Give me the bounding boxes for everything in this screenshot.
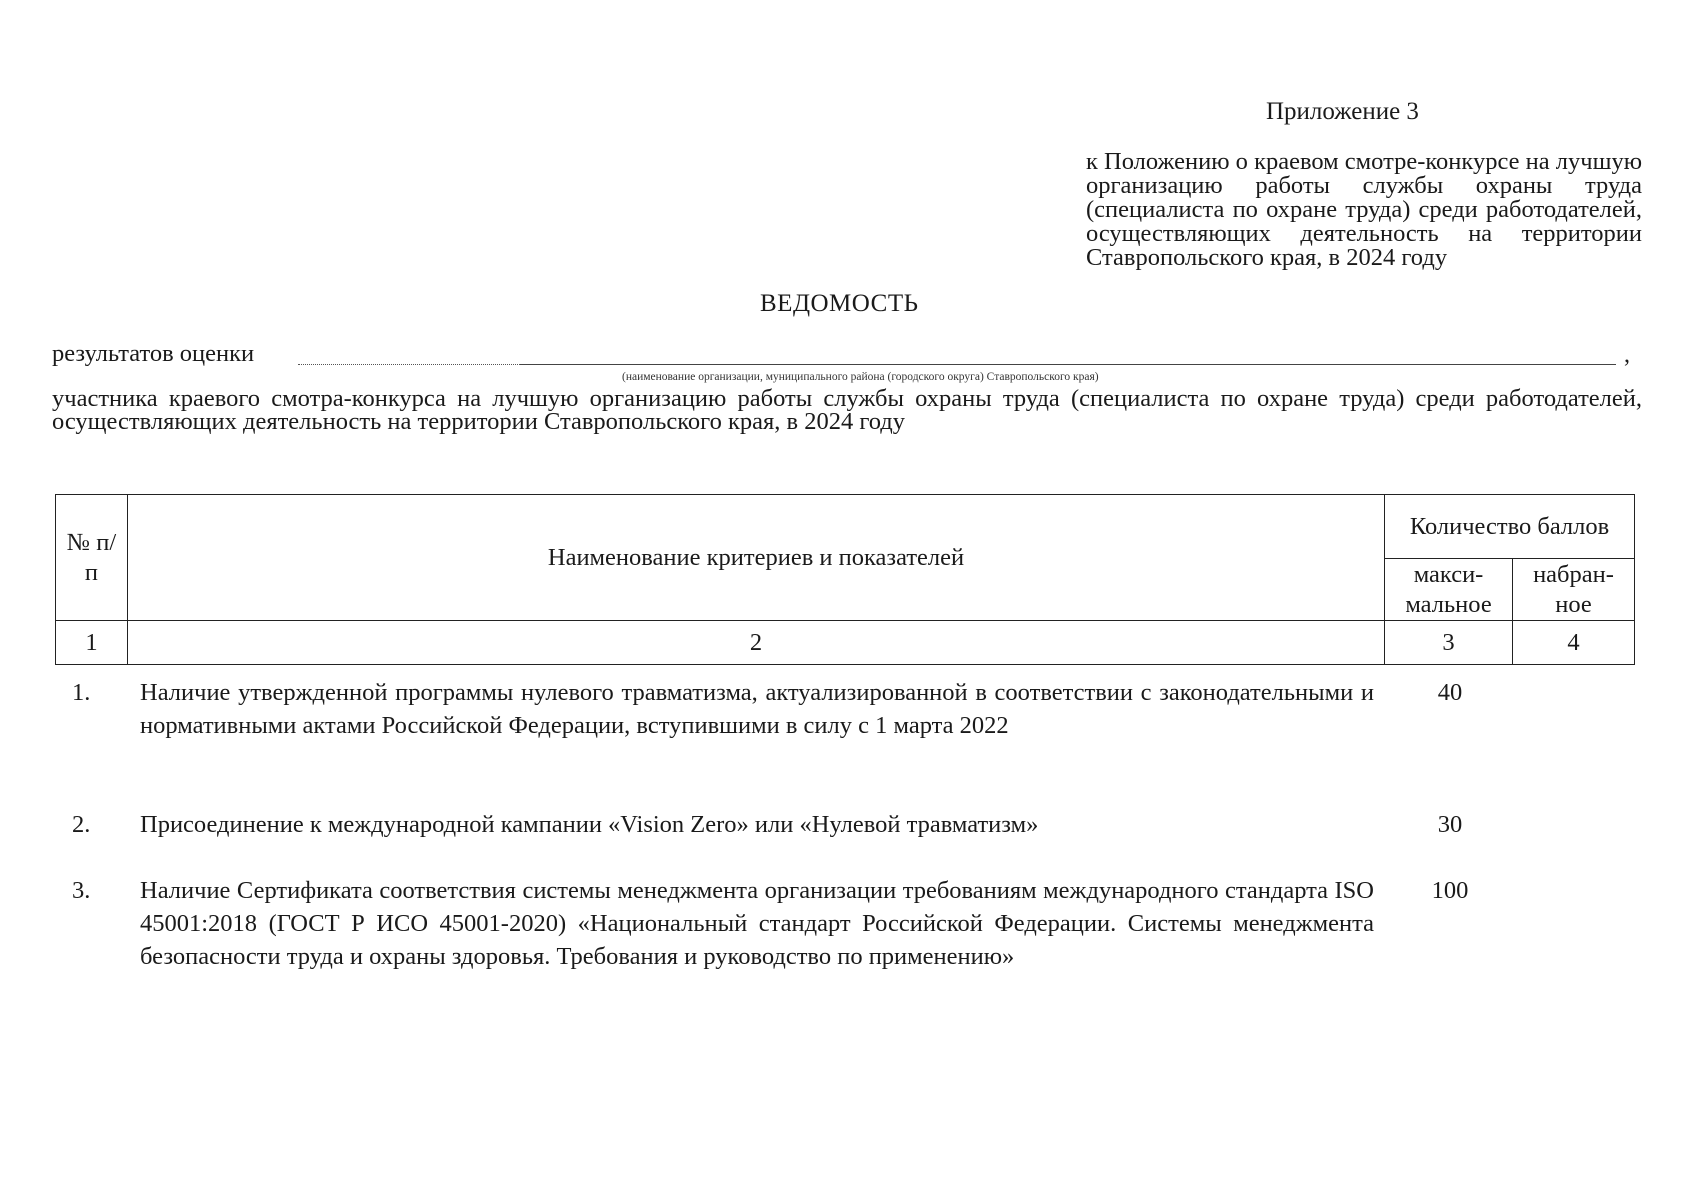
row-3-text: Наличие Сертификата соответствия системы менеджмента организации требованиям международного стандарта ISO 45001:2018 (ГОСТ Р ИСО 45001-2020) «Национальный стандарт Российской Федерации. Системы менеджмента безопасности труда и охраны здоровья. Требования и руководство по применению» [140,877,1374,970]
fill-line-comma: , [1624,342,1630,368]
results-label: результатов оценки [52,340,255,367]
col-number-3: 3 [1385,621,1513,665]
col-number-2: 2 [127,621,1384,665]
row-3-max-points: 100 [1431,877,1469,904]
row-1-number: 1. [72,679,91,706]
field-caption: (наименование организации, муниципального района (городского округа) Ставропольского края) [622,371,1099,383]
row-1-text: Наличие утвержденной программы нулевого травматизма, актуализированной в соответствии с законодательными и нормативными актами Российской Федерации, вступившими в силу с 1 марта 2022 [140,679,1374,739]
appendix-text: к Положению о краевом смотре-конкурсе на лучшую организацию работы службы охраны труда (специалиста по охране труда) среди работодателей, осуществляющих деятельность на территории Ставропольского края, в 2024 году [1086,148,1642,271]
row-2-text: Присоединение к международной кампании «Vision Zero» или «Нулевой травматизм» [140,811,1039,838]
intro-paragraph: участника краевого смотра-конкурса на лучшую организацию работы службы охраны труда (специалиста по охране труда) среди работодателей, осуществляющих деятельность на территории Ставропольского края, в 2024 году [52,385,1642,435]
header-scored: набран-ное [1513,559,1635,621]
row-2-max-points: 30 [1437,811,1463,838]
organization-fill-line-solid [520,364,1616,365]
header-points: Количество баллов [1385,495,1635,559]
document-title: ВЕДОМОСТЬ [760,290,919,317]
row-2-number: 2. [72,811,91,838]
header-max: макси-мальное [1385,559,1513,621]
col-number-4: 4 [1513,621,1635,665]
row-1-max-points: 40 [1437,679,1463,706]
col-number-1: 1 [56,621,128,665]
header-name: Наименование критериев и показателей [127,495,1384,621]
appendix-title: Приложение 3 [1266,98,1419,125]
criteria-table-header [55,494,1635,665]
row-3-number: 3. [72,877,91,904]
header-num: № п/п [56,495,128,621]
